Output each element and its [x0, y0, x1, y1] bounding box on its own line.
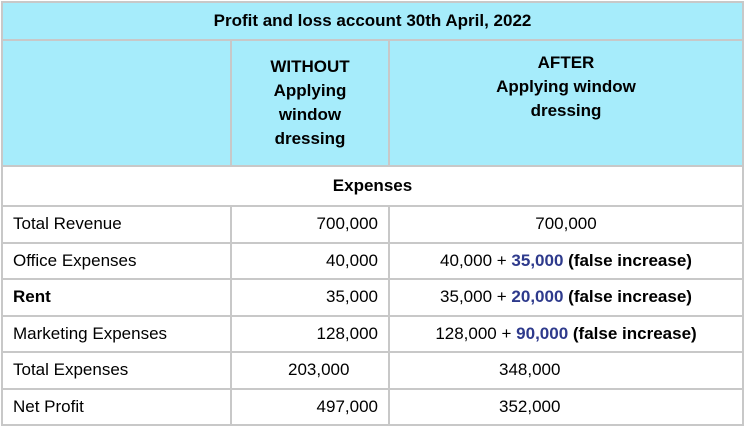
table-row — [2, 243, 743, 280]
header-without-line: WITHOUT — [270, 57, 350, 76]
profit-loss-table — [1, 1, 744, 426]
header-after-line: dressing — [530, 101, 602, 120]
header-empty-cell — [2, 40, 231, 166]
after-base: 352,000 — [499, 396, 561, 416]
after-added-amount: 20,000 — [511, 287, 564, 307]
table-row — [2, 316, 743, 353]
section-expenses: Expenses — [2, 166, 743, 206]
table-row — [2, 279, 743, 316]
row-without: 128,000 — [231, 316, 389, 353]
header-after-line: Applying window — [496, 77, 636, 96]
row-label: Marketing Expenses — [2, 316, 231, 353]
row-after — [389, 352, 743, 389]
header-without — [231, 40, 389, 166]
row-after — [389, 279, 743, 316]
row-after — [389, 243, 743, 280]
row-without: 497,000 — [231, 389, 389, 426]
header-after-line: AFTER — [537, 53, 595, 72]
after-base: 40,000 + — [440, 250, 507, 270]
after-base: 348,000 — [499, 360, 561, 380]
after-added-amount: 90,000 — [516, 323, 569, 343]
table-row — [2, 389, 743, 426]
header-without-line: window — [278, 105, 342, 124]
row-label: Rent — [2, 279, 231, 316]
row-without: 40,000 — [231, 243, 389, 280]
header-without-line: dressing — [274, 129, 346, 148]
row-without: 203,000 — [231, 352, 389, 389]
after-note: (false increase) — [568, 250, 692, 270]
after-base: 700,000 — [535, 214, 597, 234]
row-without: 35,000 — [231, 279, 389, 316]
after-added-amount: 35,000 — [511, 250, 564, 270]
table-row — [2, 206, 743, 243]
after-base: 35,000 + — [440, 287, 507, 307]
header-after — [389, 40, 743, 166]
row-after — [389, 206, 743, 243]
table-title: Profit and loss account 30th April, 2022 — [2, 2, 743, 40]
after-note: (false increase) — [568, 287, 692, 307]
row-label: Total Revenue — [2, 206, 231, 243]
row-after — [389, 316, 743, 353]
table-row — [2, 352, 743, 389]
row-label: Total Expenses — [2, 352, 231, 389]
row-label: Net Profit — [2, 389, 231, 426]
after-base: 128,000 + — [435, 323, 512, 343]
row-without: 700,000 — [231, 206, 389, 243]
after-note: (false increase) — [572, 323, 697, 343]
row-label: Office Expenses — [2, 243, 231, 280]
header-without-line: Applying — [273, 81, 347, 100]
row-after — [389, 389, 743, 426]
